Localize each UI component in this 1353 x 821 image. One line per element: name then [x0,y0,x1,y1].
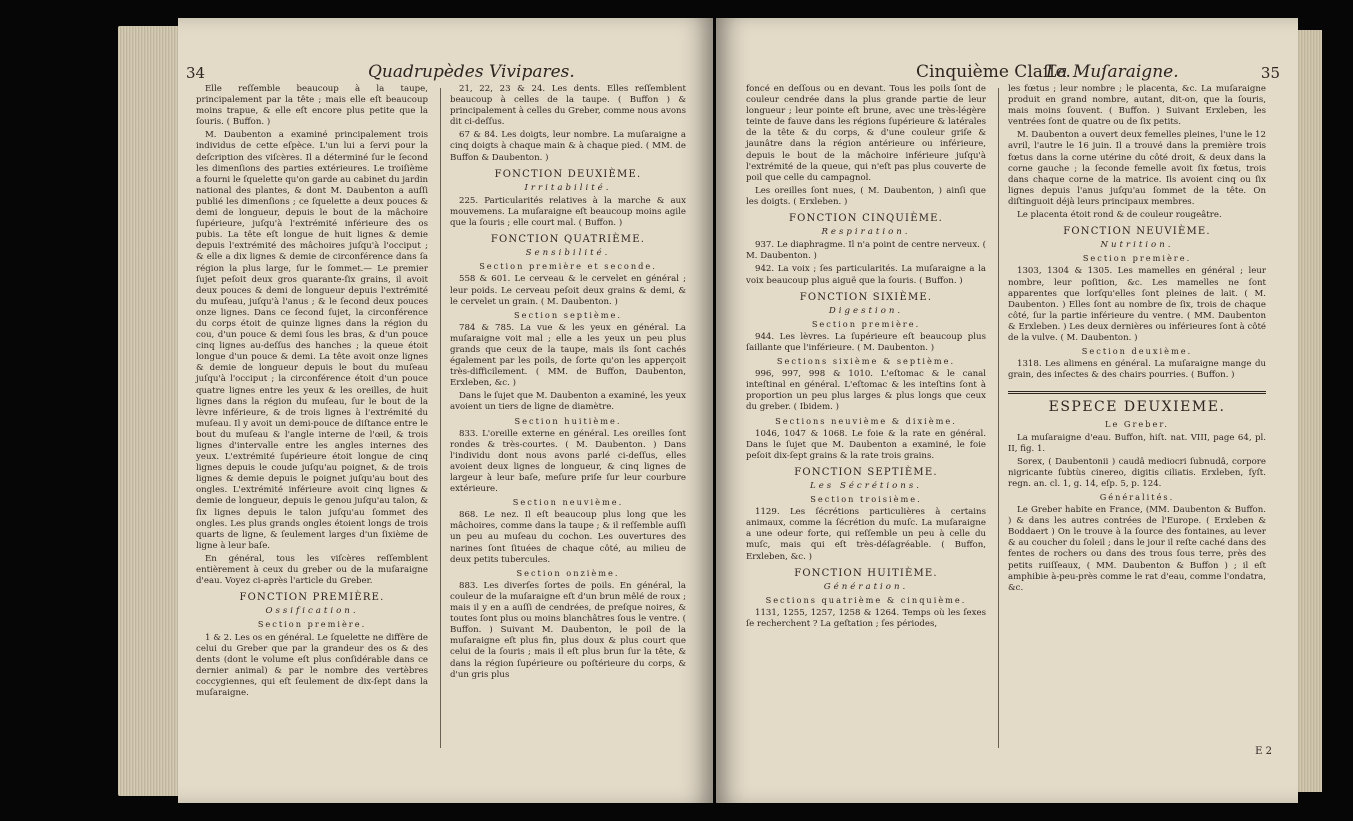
paragraph: M. Daubenton a ouvert deux femelles pleines, l'une le 12 avril, l'autre le 16 juin. Il a trouvé dans la première trois fœtus dans la corne utérine du côté droit, & deux dans la corne gauche ; la ſeconde femelle avoit ſix fœtus, trois dans chaque corne de la matrice. Ils avoient cinq ou ſix lignes depuis l'anus juſqu'au ſommet de la tête. On diſtinguoit déjà leurs principaux membres. [1008,130,1266,207]
section-subheading: Section troisième. [810,494,922,505]
paragraph: foncé en deſſous ou en devant. Tous les poils ſont de couleur cendrée dans la plus grande partie de leur longueur ; leur pointe eſt brune, avec une très-légère teinte de fauve dans les régions ſupérieure & latérales de la tête & du corps, & d'une couleur griſe & jaunâtre dans la région antérieure ou inférieure, depuis le bout de la mâchoire inférieure juſqu'à l'extrémité de la queue, qui n'eſt pas plus couverte de poil que celle du campagnol. [746,84,986,183]
species-heading: ESPECE DEUXIEME. [1048,399,1226,416]
left-page-stack [118,26,182,796]
paragraph: 1131, 1255, 1257, 1258 & 1264. Temps où les ſexes ſe recherchent ? La geſtation ; ſes périodes, [746,607,986,630]
paragraph: 784 & 785. La vue & les yeux en général. La muſaraigne voit mal ; elle a les yeux un peu plus grands que ceux de la taupe, mais ils ſont cachés également par les poils, de ſorte qu'on les apperçoit très-difficilement. ( MM. de Buffon, Daubenton, Erxleben, &c. ) [450,322,686,389]
section-subheading: Section première et seconde. [479,261,657,272]
paragraph: Le placenta étoit rond & de couleur rougeâtre. [1017,210,1222,221]
subsection-heading: Les Sécrétions. [810,481,922,491]
column-divider [440,88,441,748]
section-subheading: Sections quatrième & cinquième. [765,594,967,605]
paragraph: 67 & 84. Les doigts, leur nombre. La muſaraigne a cinq doigts à chaque main & à chaque pied. ( MM. de Buffon & Daubenton. ) [450,130,686,163]
page-number-left: 34 [186,64,206,82]
section-heading: FONCTION SEPTIÈME. [794,466,938,478]
paragraph: Dans le ſujet que M. Daubenton a examiné, les yeux avoient un tiers de ligne de diamètre. [450,391,686,413]
paragraph: Le Greber habite en France, (MM. Daubenton & Buffon. ) & dans les autres contrées de l'Europe. ( Erxleben & Boddaert ) On le trouve à la ſource des fontaines, au lever & au coucher du ſoleil ; dans le jour il reſte caché dans des fentes de rochers ou dans des trous ſous terre, près des petits ruiſſeaux, ( MM. Daubenton & Buffon ) ; il eſt amphibie à-peu-près comme le rat d'eau, comme l'ondatra, &c. [1008,505,1266,593]
page-number-right: 35 [1260,64,1280,82]
running-head-class: Cinquième Claſſe. [916,62,1071,82]
open-book [118,8,1322,813]
left-page [178,18,713,803]
subsection-heading: Nutrition. [1100,240,1174,251]
section-heading: FONCTION QUATRIÈME. [490,234,646,246]
subsection-heading: Sensibilité. [525,248,611,259]
section-subheading: Section première. [257,619,367,630]
section-subheading: Section deuxième. [1081,346,1193,357]
section-heading: FONCTION SIXIÈME. [799,291,933,303]
paragraph: 1318. Les alimens en général. La muſaraigne mange du grain, des inſectes & des chairs pourries. ( Buffon. ) [1008,359,1266,381]
right-column-2 [1008,84,1266,596]
section-subheading: Généralités. [1099,492,1175,502]
subsection-heading: Irritabilité. [524,182,612,193]
paragraph: 868. Le nez. Il eſt beaucoup plus long que les mâchoires, comme dans la taupe ; & il reſſemble auſſi un peu au muſeau du cochon. Les ouvertures des narines ſont ſituées de chaque côté, au milieu de deux petits tubercules. [450,510,686,565]
section-heading: FONCTION CINQUIÈME. [788,213,944,225]
subsection-heading: Digestion. [828,305,904,316]
species-name: Le Greber. [1105,419,1169,430]
section-subheading: Section neuvième. [512,497,624,508]
paragraph: M. Daubenton a examiné principalement trois individus de cette eſpèce. L'un lui a ſervi pour la deſcription des viſcères. Il a déterminé ſur le ſecond les dimenſions des parties extérieures. Le troiſième a fourni le ſquelette qu'on garde au cabinet du jardin national des plantes, & dont M. Daubenton a auſſi publié les dimenſions ; ce ſquelette a deux pouces & demi de longueur, depuis le bout de la mâchoire ſupérieure, juſqu'à l'extrémité inférieure des os pubis. La tête eſt longue de huit lignes & demie depuis l'extrémité des mâchoires juſqu'à l'occiput ; & elle a dix lignes & demie de circonférence dans ſa région la plus large, ſur le ſommet.— Le premier ſujet peſoit deux gros quarante-ſix grains, il avoit deux pouces & demi de longueur depuis l'extrémité du muſeau, juſqu'à l'anus ; & le ſecond deux pouces onze lignes. Dans ce ſecond ſujet, la circonférence du corps étoit de quinze lignes dans la région du cou, d'un pouce & demi ſous les bras, & d'un pouce cinq lignes au-deſſus des hanches ; la queue étoit longue d'un pouce & demi. La tête avoit onze lignes & demie de longueur depuis le bout du muſeau juſqu'à l'occiput ; la circonférence étoit d'un pouce quatre lignes entre les yeux & les oreilles, de huit lignes dans la région du muſeau, ſur le bout de la lèvre inférieure, & de trois lignes à l'extrémité du muſeau. Il y avoit un demi-pouce de diſtance entre le bout du muſeau & l'angle interne de l'œil, & trois lignes d'intervalle entre les angles internes des yeux. L'extrémité ſupérieure étoit longue de cinq lignes depuis le coude juſqu'au poignet, & de trois lignes & demie depuis le poignet juſqu'au bout des ongles. L'extrémité inférieure avoit cinq lignes & demie de longueur, depuis le genou juſqu'au talon, & ſix lignes depuis le talon juſqu'au ſommet des ongles. Les plus grands ongles étoient longs de trois quarts de ligne, & ſeulement larges d'un ſixième de ligne à leur baſe. [196,130,429,551]
paragraph: 558 & 601. Le cerveau & le cervelet en général ; leur poids. Le cerveau peſoit deux grains & demi, & le cervelet un grain. ( M. Daubenton. ) [450,274,686,307]
section-subheading: Section première. [811,318,921,329]
subsection-heading: Génération. [823,581,909,592]
paragraph: 225. Particularités relatives à la marche & aux mouvemens. La muſaraigne eſt beaucoup moins agile que la ſouris ; elle court mal. ( Buffon. ) [450,195,686,229]
section-subheading: Sections neuvième & dixième. [775,415,957,426]
paragraph: En général, tous les viſcères reſſemblent entièrement à ceux du greber ou de la muſaraigne d'eau. Voyez ci-après l'article du Greber. [196,553,428,587]
paragraph: 21, 22, 23 & 24. Les dents. Elles reſſemblent beaucoup à celles de la taupe. ( Buffon ) & principalement à celles du Greber, comme nous avons dit ci-deſſus. [450,84,686,128]
subsection-heading: Ossification. [265,606,359,617]
section-heading: FONCTION HUITIÈME. [794,567,938,579]
section-subheading: Sections sixième & septième. [776,356,956,367]
right-column-1 [746,84,986,632]
section-subheading: Section huitième. [514,415,622,426]
paragraph: les fœtus ; leur nombre ; le placenta, &c. La muſaraigne produit en grand nombre, autant, dit-on, que la ſouris, mais moins ſouvent. ( Buffon. ) Suivant Erxleben, les ventrées ſont de quatre ou de ſix petits. [1008,84,1266,128]
left-column-1 [196,84,428,701]
section-subheading: Section septième. [513,309,622,320]
paragraph: 833. L'oreille externe en général. Les oreilles ſont rondes & très-courtes. ( M. Daubenton. ) Dans l'individu dont nous avons parlé ci-deſſus, elles avoient deux lignes de longueur, & cinq lignes de largeur à leur baſe, meſure priſe ſur leur courbure extérieure. [450,428,686,495]
running-head-left: Quadrupèdes Vivipares. [368,62,575,82]
signature-mark: E 2 [1255,746,1272,757]
column-divider [998,88,999,748]
paragraph: 937. Le diaphragme. Il n'a point de centre nerveux. ( M. Daubenton. ) [746,240,986,262]
left-column-2 [450,84,686,683]
paragraph: 1303, 1304 & 1305. Les mamelles en général ; leur nombre, leur poſition, &c. Les mamelles ne ſont apparentes que lorſqu'elles ſont pleines de lait. ( M. Daubenton. ) Elles ſont au nombre de ſix, trois de chaque côté, ſur la partie inférieure du ventre. ( MM. Daubenton & Erxleben. ) Les deux dernières ou inférieures ſont à côté de la vulve. ( M. Daubenton. ) [1008,266,1266,343]
paragraph: La muſaraigne d'eau. Buffon, hiſt. nat. VIII, page 64, pl. II, fig. 1. [1008,432,1266,454]
paragraph: 996, 997, 998 & 1010. L'eſtomac & le canal inteſtinal en général. L'eſtomac & les inteſtins ſont à proportion un peu plus larges & plus longs que ceux du greber. ( Ibidem. ) [746,369,986,413]
paragraph: Elle reſſemble beaucoup à la taupe, principalement par la tête ; mais elle eſt beaucoup moins trapue, & elle eſt encore plus petite que la ſouris. ( Buffon. ) [196,84,428,128]
paragraph: 883. Les diverſes ſortes de poils. En général, la couleur de la muſaraigne eſt d'un brun mêlé de roux ; mais il y en a auſſi de cendrées, de preſque noires, & toutes ſont plus ou moins blanchâtres ſous le ventre. ( Buffon. ) Suivant M. Daubenton, le poil de la muſaraigne eſt plus fin, plus doux & plus court que celui de la ſouris ; mais il eſt plus brun ſur la tête, & dans la région ſupérieure ou poſtérieure du corps, & d'un gris plus [450,580,686,680]
right-page-stack [1296,30,1322,792]
right-page [716,18,1298,803]
paragraph: Sorex, ( Daubentonii ) caudâ mediocri ſubnudâ, corpore nigricante ſubtùs cinereo, digitis ciliatis. Erxleben, ſyſt. regn. an. cl. 1, g. 14, eſp. 5, p. 124. [1008,456,1266,489]
section-heading: FONCTION NEUVIÈME. [1063,226,1211,238]
paragraph: 944. Les lèvres. La ſupérieure eſt beaucoup plus ſaillante que l'inférieure. ( M. Daubenton. ) [746,331,986,353]
paragraph: 1129. Les ſécrétions particulières à certains animaux, comme la ſécrétion du muſc. La muſaraigne a une odeur forte, qui reſſemble un peu à celle du muſc, mais qui eſt très-déſagréable. ( Buffon, Erxleben, &c. ) [746,507,986,562]
subsection-heading: Respiration. [821,227,911,238]
section-subheading: Section onzième. [516,567,620,578]
section-heading: FONCTION DEUXIÈME. [494,168,642,180]
section-heading: FONCTION PREMIÈRE. [239,592,385,604]
section-subheading: Section première. [1082,253,1192,264]
paragraph: 1 & 2. Les os en général. Le ſquelette ne diffère de celui du Greber que par la grandeur des os & des dents (dont le volume eſt plus conſidérable dans ce dernier animal) & par le nombre des vertèbres coccygiennes, qui eſt ſeulement de dix-ſept dans la muſaraigne. [196,632,428,698]
running-head-right: La Muſaraigne. [1046,62,1179,82]
double-rule [1008,391,1266,394]
paragraph: Les oreilles ſont nues, ( M. Daubenton, ) ainſi que les doigts. ( Erxleben. ) [746,185,986,207]
paragraph: 942. La voix ; ſes particularités. La muſaraigne a la voix beaucoup plus aiguë que la ſouris. ( Buffon. ) [746,264,986,286]
paragraph: 1046, 1047 & 1068. Le foie & la rate en général. Dans le ſujet que M. Daubenton a examiné, le foie peſoit dix-ſept grains & la rate trois grains. [746,428,986,461]
